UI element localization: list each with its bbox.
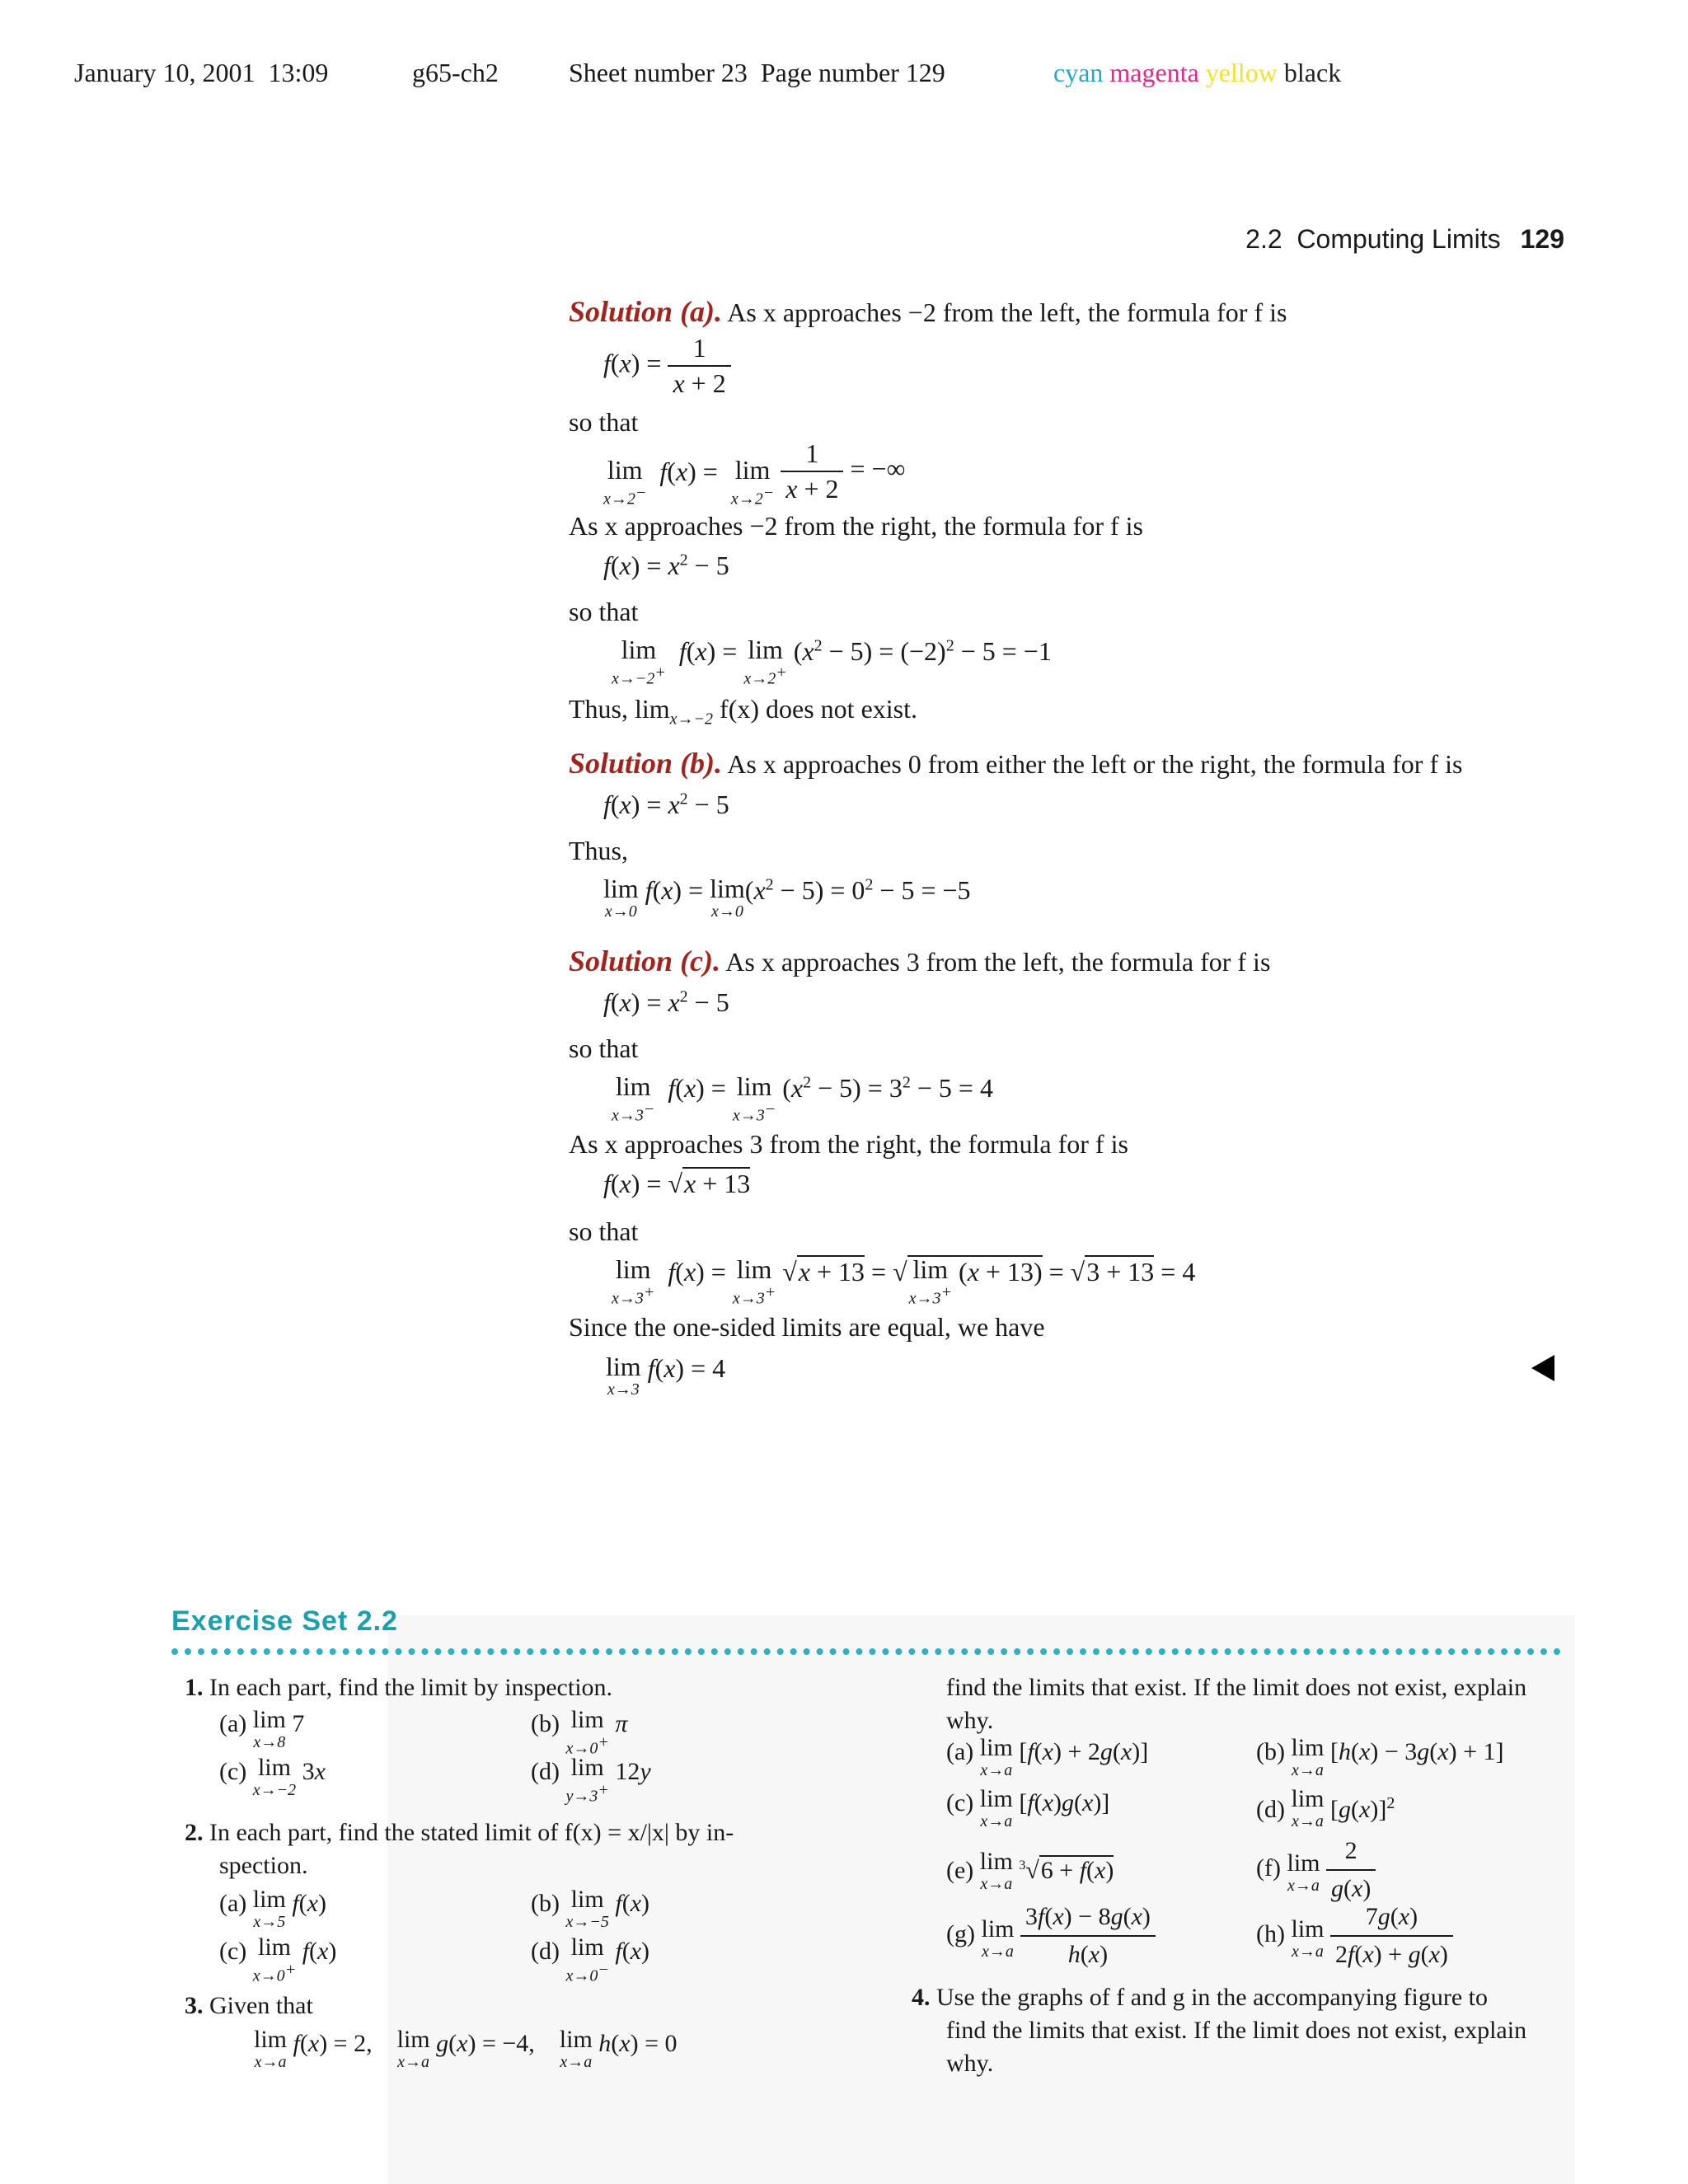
fraction: $\frac{1}{x + 2}$ [668, 333, 730, 399]
exercise-3-given: lim x→a f(x) = 2, lim x→a g(x) = −4, lim x→a h(x) = 0 [254, 2026, 678, 2071]
equation-c2: lim x→3− f(x) = lim x→3− $(x^2 - 5) = 3^2 - 5 = 4$ [612, 1071, 993, 1125]
print-date-text: January 10, 2001 [74, 58, 256, 87]
equation-c1: $f(x) = x^2 - 5$ [603, 987, 729, 1017]
solution-c-since: Since the one-sided limits are equal, we have [569, 1312, 1045, 1342]
exercise-3h: (h) lim x→a $\frac{7g(x)}{2f(x) + g(x)}$ [1256, 1900, 1453, 1971]
exercise-4-line3: why. [946, 2050, 994, 2077]
exercise-1a: (a) lim x→8 7 [219, 1706, 305, 1751]
exercise-2c: (c) lim x→0+ f(x) [219, 1933, 337, 1985]
solution-b-label: Solution (b). [569, 747, 723, 780]
so-that-4: so that [569, 1216, 639, 1246]
print-sheet [569, 58, 945, 88]
color-black: black [1283, 58, 1342, 87]
exercise-1-text: In each part, find the limit by inspection. [209, 1674, 613, 1701]
equation-c3: f(x) = √x + 13 [603, 1169, 751, 1198]
so-that-2: so that [569, 597, 639, 626]
so-that-3: so that [569, 1033, 639, 1063]
equation-a1: f(x) = $\frac{1}{x + 2}$ [603, 333, 731, 399]
solution-b-text: As x approaches 0 from either the left or the right, the formula for f is [727, 749, 1463, 779]
thus-lim: Thus, lim [569, 694, 670, 724]
running-head [1245, 224, 1564, 255]
solution-a-label: Solution (a). [569, 295, 723, 328]
color-magenta: magenta [1109, 58, 1199, 87]
color-registration [1053, 58, 1341, 88]
print-file: g65-ch2 [412, 58, 499, 87]
exercise-3-continued [946, 1671, 1526, 1737]
solution-a-intro [569, 293, 1287, 330]
equation-c5: lim x→3 f(x) = 4 [606, 1352, 726, 1399]
section-number: 2.2 [1245, 224, 1282, 254]
exercise-4-line2: find the limits that exist. If the limit does not exist, explain [946, 2017, 1527, 2044]
equation-b1: $f(x) = x^2 - 5$ [603, 790, 729, 819]
exercise-2-text: In each part, find the stated limit of f(x) = x/|x| by in- [209, 1819, 734, 1846]
solution-c-label: Solution (c). [569, 944, 721, 977]
exercise-2-text-cont: spection. [219, 1852, 308, 1879]
exercise-1b: (b) lim x→0+ π [531, 1706, 628, 1758]
page-number: 129 [1520, 224, 1564, 254]
exercise-2d: (d) lim x→0− f(x) [531, 1933, 650, 1985]
thus-tail: f(x) does not exist. [720, 694, 917, 724]
exercise-3-text: Given that [209, 1992, 313, 2019]
solution-a-conclusion [569, 691, 917, 737]
solution-c-right: As x approaches 3 from the right, the formula for f is [569, 1129, 1128, 1159]
print-date [74, 58, 328, 88]
exercise-divider [171, 1648, 1561, 1655]
exercise-set-title: Exercise Set 2.2 [171, 1605, 398, 1637]
exercise-2b: (b) lim x→−5 f(x) [531, 1886, 650, 1931]
exercise-1c: (c) lim x→−2 3x [219, 1754, 326, 1799]
solution-a-text: As x approaches −2 from the left, the formula for f is [727, 298, 1287, 327]
exercise-3-cont-line2: why. [946, 1707, 994, 1734]
thus-lim-sub: x→−2 [669, 710, 714, 729]
exercise-3-cont-line1: find the limits that exist. If the limit does not exist, explain [946, 1674, 1527, 1701]
exercise-4-line1: Use the graphs of f and g in the accompanying figure to [936, 1984, 1488, 2011]
exercise-3f: (f) lim x→a $\frac{2}{g(x)}$ [1256, 1835, 1376, 1905]
exercise-2a: (a) lim x→5 f(x) [219, 1886, 326, 1931]
equation-c4: lim x→3+ f(x) = lim x→3+ √x + 13 = √ lim x→3+ (x + 13) = √3 + 13 = 4 [612, 1254, 1196, 1308]
print-time: 13:09 [268, 58, 329, 87]
solution-c-intro [569, 943, 1270, 980]
so-that-1: so that [569, 407, 639, 437]
solution-c-text: As x approaches 3 from the left, the formula for f is [725, 947, 1271, 977]
color-yellow: yellow [1205, 58, 1278, 87]
equation-a4: lim x→−2+ f(x) = lim x→2+ $(x^2 - 5) = (-2)^2 - 5 = -1$ [612, 635, 1052, 688]
exercise-3d: (d) lim x→a $[g(x)]^2$ [1256, 1785, 1395, 1830]
exercise-3a: (a) lim x→a [f(x) + 2g(x)] [946, 1734, 1149, 1779]
exercise-3g: (g) lim x→a $\frac{3f(x) - 8g(x)}{h(x)}$ [946, 1900, 1156, 1971]
exercise-3: 3. Given that [185, 1992, 313, 2019]
exercise-3c: (c) lim x→a [f(x)g(x)] [946, 1785, 1110, 1830]
page-number-label: Page number 129 [760, 58, 945, 87]
equation-a2: lim x→2− f(x) = lim x→2− $\frac{1}{x + 2}$ = −∞ [603, 438, 906, 509]
exercise-4: 4. Use the graphs of f and g in the accompanying figure to find the limits that exist. If the limit does not exist, explain why. [912, 1984, 1527, 2077]
sheet-number: Sheet number 23 [569, 58, 748, 87]
exercise-3e: (e) lim x→a $^3$√6 + f(x) [946, 1848, 1114, 1893]
color-cyan: cyan [1053, 58, 1104, 87]
exercise-2: 2. In each part, find the stated limit of f(x) = x/|x| by in- spection. [185, 1819, 734, 1879]
end-of-example-marker-icon [1531, 1355, 1554, 1381]
thus-b: Thus, [569, 836, 628, 865]
exercise-3b: (b) lim x→a [h(x) − 3g(x) + 1] [1256, 1734, 1504, 1779]
section-title: Computing Limits [1296, 224, 1501, 254]
exercise-1: 1. In each part, find the limit by inspection. [185, 1674, 613, 1701]
equation-b2: lim x→0 f(x) = lim x→0 $(x^2 - 5) = 0^2 - 5 = -5$ [603, 874, 971, 921]
equation-a3: $f(x) = x^2 - 5$ [603, 551, 729, 580]
solution-b-intro [569, 745, 1462, 782]
solution-a-right: As x approaches −2 from the right, the formula for f is [569, 511, 1143, 541]
exercise-1d: (d) lim y→3+ 12y [531, 1754, 651, 1806]
